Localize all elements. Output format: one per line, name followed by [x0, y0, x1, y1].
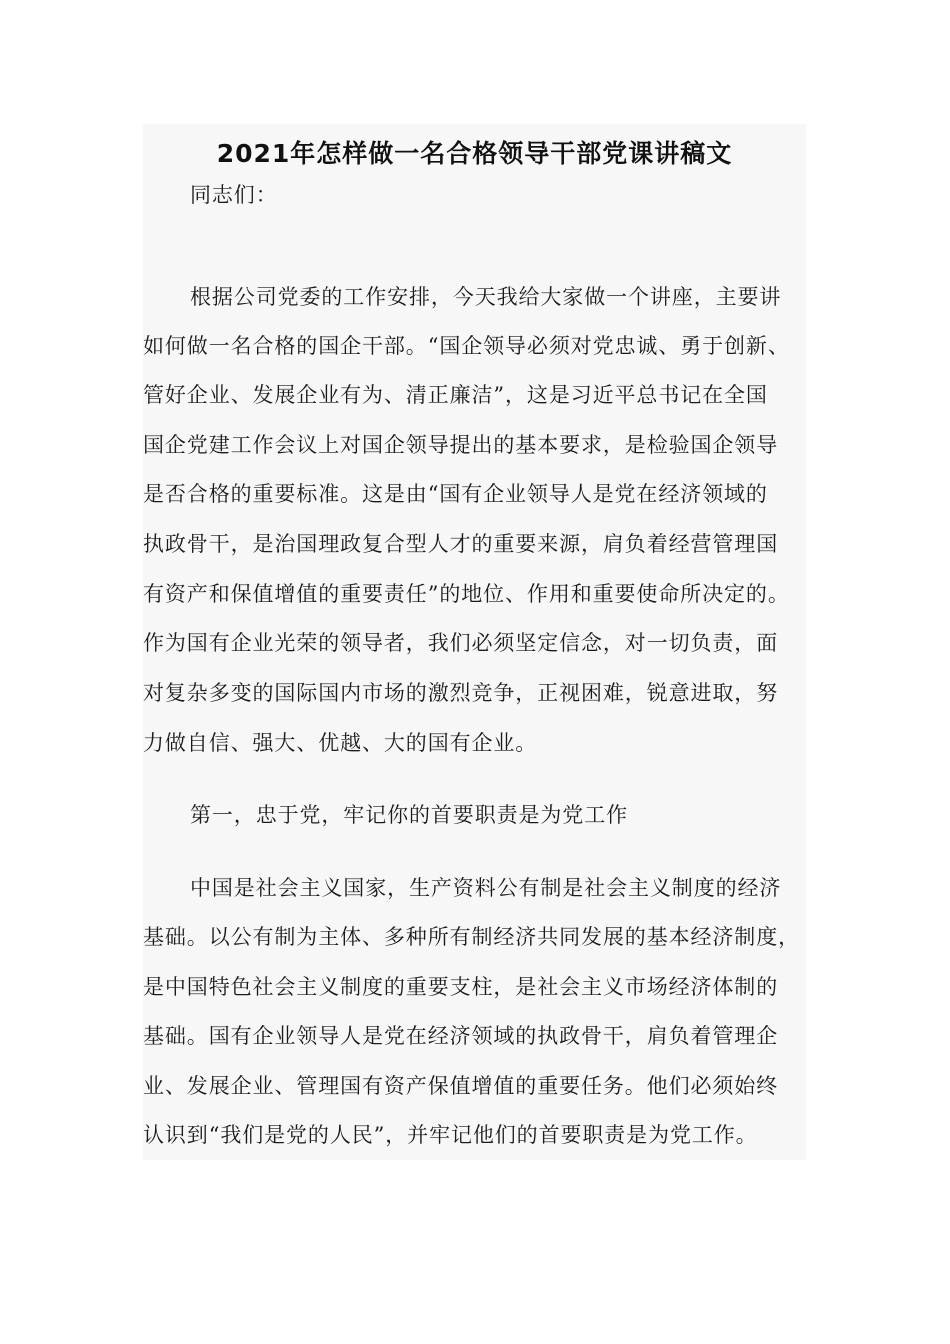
- paragraph-2-line-1: 中国是社会主义国家，生产资料公有制是社会主义制度的经济: [190, 876, 782, 900]
- paragraph-1-line-7: 有资产和保值增值的重要责任”的地位、作用和重要使命所决定的。: [143, 582, 790, 606]
- paragraph-2-line-2: 基础。以公有制为主体、多种所有制经济共同发展的基本经济制度，: [143, 925, 800, 949]
- paragraph-1-line-2: 如何做一名合格的国企干部。“国企领导必须对党忠诚、勇于创新、: [143, 334, 790, 358]
- paragraph-1-line-3: 管好企业、发展企业有为、清正廉洁”，这是习近平总书记在全国: [143, 383, 768, 407]
- section-1-heading: 第一，忠于党，牢记你的首要职责是为党工作: [190, 803, 628, 827]
- paragraph-2-line-5: 业、发展企业、管理国有资产保值增值的重要任务。他们必须始终: [143, 1074, 779, 1098]
- paragraph-1-line-6: 执政骨干，是治国理政复合型人才的重要来源，肩负着经营管理国: [143, 532, 779, 556]
- paragraph-1-line-4: 国企党建工作会议上对国企领导提出的基本要求，是检验国企领导: [143, 433, 779, 457]
- paragraph-1-line-5: 是否合格的重要标准。这是由“国有企业领导人是党在经济领域的: [143, 482, 768, 506]
- paragraph-1-line-8: 作为国有企业光荣的领导者，我们必须坚定信念，对一切负责，面: [143, 631, 779, 655]
- document-title: 2021年怎样做一名合格领导干部党课讲稿文: [216, 139, 733, 168]
- paragraph-2-line-6: 认识到“我们是党的人民”，并牢记他们的首要职责是为党工作。: [143, 1123, 758, 1147]
- paragraph-2-line-4: 基础。国有企业领导人是党在经济领域的执政骨干，肩负着管理企: [143, 1024, 779, 1048]
- paragraph-1-line-1: 根据公司党委的工作安排，今天我给大家做一个讲座，主要讲: [190, 285, 782, 309]
- greeting: 同志们：: [190, 183, 278, 207]
- paragraph-1-line-9: 对复杂多变的国际国内市场的激烈竞争，正视困难，锐意进取，努: [143, 681, 779, 705]
- paragraph-2-line-3: 是中国特色社会主义制度的重要支柱，是社会主义市场经济体制的: [143, 975, 779, 999]
- paragraph-1-line-10: 力做自信、强大、优越、大的国有企业。: [143, 731, 538, 755]
